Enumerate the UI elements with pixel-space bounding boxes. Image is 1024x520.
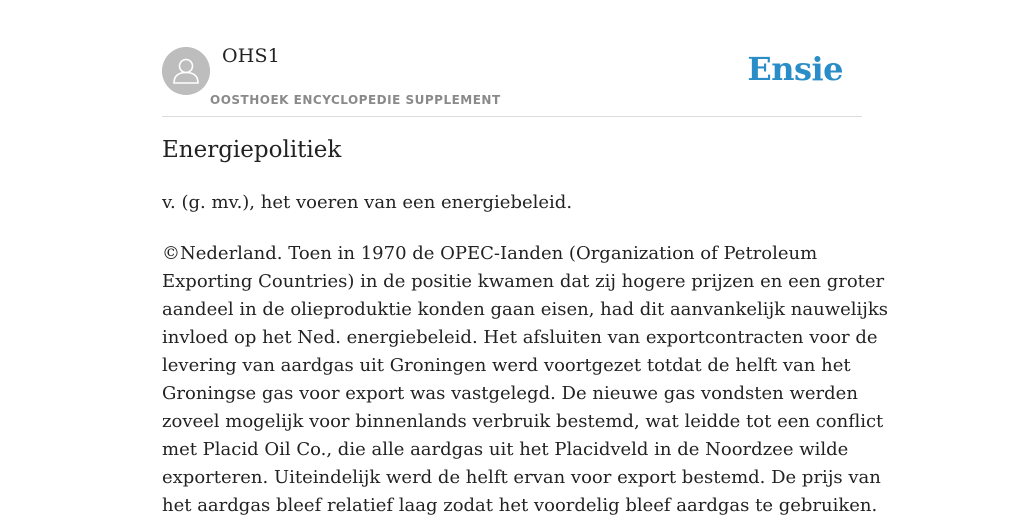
article-definition: v. (g. mv.), het voeren van een energiebeleid. — [162, 192, 573, 213]
article-title: Energiepolitiek — [162, 137, 342, 163]
article-body — [162, 240, 888, 520]
article-page — [162, 0, 888, 516]
article-body-line: aandeel in de olieproduktie konden gaan eisen, had dit aanvankelijk nauwelijks — [162, 299, 888, 320]
article-body-line: invloed op het Ned. energiebeleid. Het afsluiten van exportcontracten voor de — [162, 327, 878, 348]
article-body-line: Groningse gas voor export was vastgelegd. De nieuwe gas vondsten werden — [162, 383, 858, 404]
article-body-line: zoveel mogelijk voor binnenlands verbruik bestemd, wat leidde tot een conflict — [162, 411, 884, 432]
article-body-line: Exporting Countries) in de positie kwamen dat zij hogere prijzen en een groter — [162, 271, 885, 292]
article-body-line: ©Nederland. Toen in 1970 de OPEC-Ianden (Organization of Petroleum — [162, 243, 818, 264]
author-name-link[interactable]: OHS1 — [222, 45, 281, 67]
article-body-line: het aardgas bleef relatief laag zodat het voordelig bleef aardgas te gebruiken. — [162, 495, 878, 516]
article-body-line: exporteren. Uiteindelijk werd de helft ervan voor export bestemd. De prijs van — [162, 467, 881, 488]
article-body-line: levering van aardgas uit Groningen werd voortgezet totdat de helft van het — [162, 355, 851, 376]
article-header — [162, 0, 862, 117]
user-avatar-icon[interactable] — [162, 47, 210, 95]
brand-logo-link[interactable]: Ensie — [747, 50, 843, 88]
source-label: OOSTHOEK ENCYCLOPEDIE SUPPLEMENT — [210, 93, 501, 107]
article-body-line: met Placid Oil Co., die alle aardgas uit het Placidveld in de Noordzee wilde — [162, 439, 849, 460]
